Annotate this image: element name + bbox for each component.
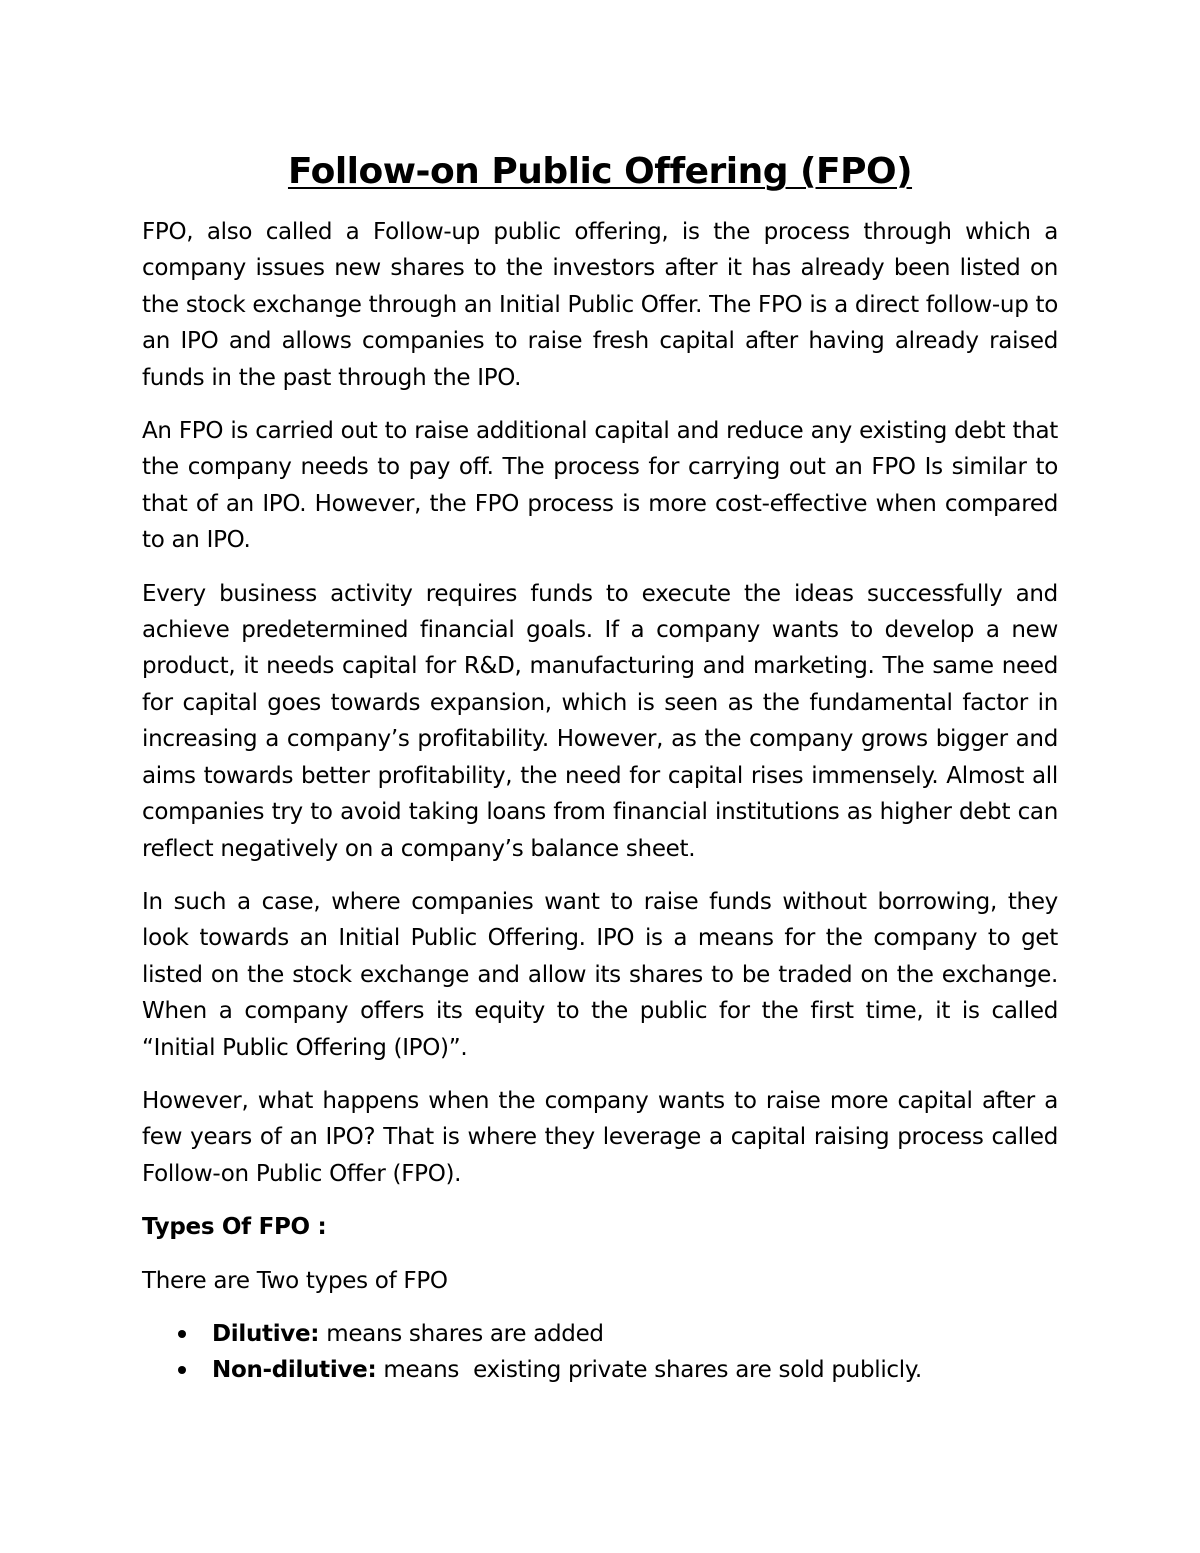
type-term: Non-dilutive: <box>212 1357 377 1384</box>
type-description: means existing private shares are sold publicly. <box>376 1357 922 1384</box>
document-title: Follow-on Public Offering (FPO) <box>287 151 913 192</box>
bullet-icon <box>178 1330 186 1338</box>
bullet-icon <box>178 1366 186 1374</box>
types-list <box>142 1316 1058 1389</box>
types-heading: Types Of FPO : <box>142 1214 327 1241</box>
paragraph-fpo-definition: FPO, also called a Follow-up public offering, is the process through which a company issues new shares to the investors after it has already been listed on the stock exchange through an Initial Public Offer. The FPO is a direct follow-up to an IPO and allows companies to raise fresh capital after having already raised funds in the past through the IPO. <box>142 219 1058 391</box>
type-term: Dilutive: <box>212 1320 320 1347</box>
document-body <box>142 146 1058 1389</box>
list-item <box>142 1316 1058 1352</box>
type-description: means shares are added <box>319 1320 604 1347</box>
types-intro: There are Two types of FPO <box>142 1267 448 1294</box>
paragraph-ipo-explanation: In such a case, where companies want to raise funds without borrowing, they look towards an Initial Public Offering. IPO is a means for the company to get listed on the stock exchange and allow its shares to be traded on the exchange. When a company offers its equity to the public for the first time, it is called “Initial Public Offering (IPO)”. <box>142 888 1058 1061</box>
paragraph-fpo-purpose: An FPO is carried out to raise additional capital and reduce any existing debt that the company needs to pay off. The process for carrying out an FPO Is similar to that of an IPO. However, the FPO process is more cost-effective when compared to an IPO. <box>142 418 1058 554</box>
paragraph-business-funds: Every business activity requires funds to execute the ideas successfully and achieve predetermined financial goals. If a company wants to develop a new product, it needs capital for R&D, manufacturing and marketing. The same need for capital goes towards expansion, which is seen as the fundamental factor in increasing a company’s profitability. However, as the company grows bigger and aims towards better profitability, the need for capital rises immensely. Almost all companies try to avoid taking loans from financial institutions as higher debt can reflect negatively on a company’s balance sheet. <box>142 580 1058 862</box>
paragraph-fpo-question: However, what happens when the company wants to raise more capital after a few years of an IPO? That is where they leverage a capital raising process called Follow-on Public Offer (FPO). <box>142 1087 1058 1187</box>
list-item <box>142 1352 1058 1388</box>
